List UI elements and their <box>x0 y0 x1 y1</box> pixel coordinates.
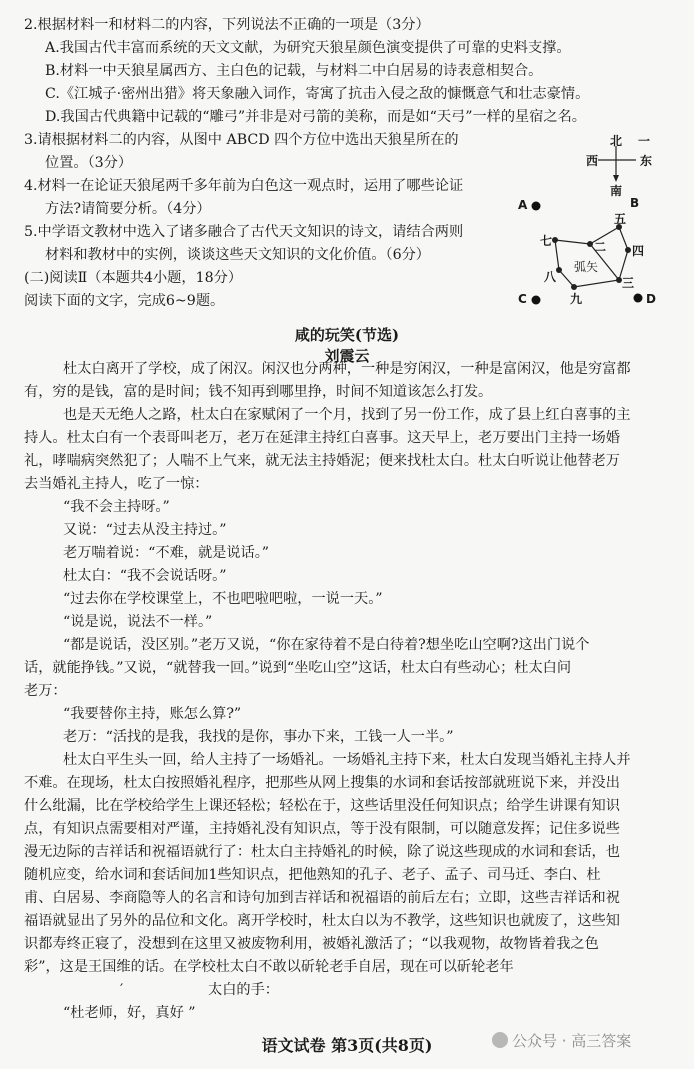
star-1-label: 一 <box>638 134 651 148</box>
point-c-label: C <box>518 292 527 306</box>
page-footer: 语文试卷 第3页(共8页) <box>261 1036 433 1055</box>
text-line: 又说：“过去从没主持过。” <box>63 522 227 538</box>
west-label: 西 <box>586 154 599 168</box>
text-line: 不难。在现场，杜太白按照婚礼程序，把那些从网上搜集的水词和套话按部就班说下来，并没出 <box>24 775 620 791</box>
text-line: 杜太白平生头一回，给人主持了一场婚礼。一场婚礼主持下来，杜太白发现当婚礼主持人并 <box>63 752 631 768</box>
text-line: 漫无边际的吉祥话和祝福语就行了：杜太白主持婚礼的时候，除了说这些现成的水词和套话，也 <box>24 844 620 860</box>
text-line: 5.中学语文教材中选入了诸多融合了古代天文知识的诗文，请结合两则 <box>24 224 464 240</box>
text-line: 什么纰漏，比在学校给学生上课还轻松；轻松在于，这些话里没任何知识点；给学生讲课有知识 <box>24 798 620 814</box>
star-2-label: 二 <box>594 240 607 254</box>
watermark-text: 公众号 · 高三答案 <box>512 1032 632 1050</box>
text-line: “都是说话，没区别。”老万又说，“你在家待着不是白待着?想坐吃山空啊?这出门说个 <box>63 637 590 653</box>
star-8-label: 八 <box>544 270 557 284</box>
text-line: “杜老师，好，真好 ” <box>63 1005 196 1021</box>
text-line: 老万： <box>24 683 67 699</box>
east-label: 东 <box>640 154 653 168</box>
text-line: (二)阅读Ⅱ（本题共4小题，18分） <box>24 270 243 286</box>
star-3-label: 三 <box>622 276 635 290</box>
text-line: 杜太白离开了学校，成了闲汉。闲汉也分两种，一种是穷闲汉，一种是富闲汉，他是穷富都 <box>63 361 631 377</box>
text-line: 老万喘着说：“不难，就是说话。” <box>63 545 270 561</box>
text-line: 3.请根据材料二的内容，从图中 ABCD 四个方位中选出天狼星所在的 <box>24 132 459 148</box>
text-line: 也是天无绝人之路，杜太白在家赋闲了一个月，找到了另一份工作，成了县上红白喜事的主 <box>63 407 631 423</box>
text-line: 位置。（3分） <box>45 155 133 171</box>
star-9-label: 九 <box>570 292 583 306</box>
text-line: 去当婚礼主持人，吃了一惊： <box>24 476 209 492</box>
text-line: “说是说，说法不一样。” <box>63 614 213 630</box>
point-b-label: B <box>630 196 640 210</box>
text-line: 福语就显出了另外的品位和文化。离开学校时，杜太白以为不教学，这些知识也就废了，这些知 <box>24 913 620 929</box>
text-line: “我要替你主持，账怎么算?” <box>63 706 242 722</box>
star-7-label: 七 <box>540 234 553 248</box>
north-label: 北 <box>610 134 623 148</box>
text-line: 点，有知识点需要相对严谨，主持婚礼没有知识点，等于没有限制，可以随意发挥；记住多说些 <box>24 821 620 837</box>
wechat-icon <box>492 1032 508 1048</box>
text-line: ′ <box>120 982 124 998</box>
diagram-svg <box>518 132 688 312</box>
watermark <box>492 1030 631 1051</box>
text-line: 杜太白：“我不会说话呀。” <box>63 568 227 584</box>
passage-title: 咸的玩笑(节选) <box>294 326 400 344</box>
text-line: 礼，哮喘病突然犯了；人喘不上气来，就无法主持婚泥；便来找杜太白。杜太白听说让他替老万 <box>24 453 620 469</box>
text-line: 有，穷的是钱，富的是时间；钱不知再到哪里挣，时间不知道该怎么打发。 <box>24 384 493 400</box>
text-line: “过去你在学校课堂上，不也吧啦吧啦，一说一天。” <box>63 591 383 607</box>
star-4-label: 四 <box>632 244 645 258</box>
text-line: 方法?请简要分析。（4分） <box>45 201 211 217</box>
text-line: 话，就能挣钱。”又说，“就替我一回。”说到“坐吃山空”这话，杜太白有些动心；杜太白问 <box>24 660 572 676</box>
text-line: 4.材料一在论证天狼尾两千多年前为白色这一观点时，运用了哪些论证 <box>24 178 464 194</box>
text-line: A.我国古代丰富而系统的天文文献，为研究天狼星颜色演变提供了可靠的史料支撑。 <box>45 40 571 56</box>
text-line: 老万：“活找的是我，我找的是你，事办下来，工钱一人一半。” <box>63 729 454 745</box>
text-line: 阅读下面的文字，完成6~9题。 <box>24 293 225 309</box>
text-line: 持人。杜太白有一个表哥叫老万，老万在延津主持红白喜事。这天早上，老万要出门主持一场婚 <box>24 430 620 446</box>
point-a-label: A <box>518 198 528 212</box>
south-label: 南 <box>610 184 623 198</box>
point-d-label: D <box>646 292 656 306</box>
text-line: C.《江城子·密州出猎》将天象融入词作，寄寓了抗击入侵之敌的慷慨意气和壮志豪情。 <box>45 86 590 102</box>
text-line: D.我国古代典籍中记载的“雕弓”并非是对弓箭的美称，而是如“天弓”一样的星宿之名。 <box>45 109 586 125</box>
text-line: “我不会主持呀。” <box>63 499 170 515</box>
text-line: 2.根据材料一和材料二的内容，下列说法不正确的一项是（3分） <box>24 17 430 33</box>
text-line: 太白的手： <box>208 982 279 998</box>
bow-arrow-label: 弧矢 <box>574 260 599 274</box>
text-line: B.材料一中天狼星属西方、主白色的记载，与材料二中白居易的诗表意相契合。 <box>45 63 543 79</box>
passage-author: 刘震云 <box>324 347 370 365</box>
text-line: 识都寿终正寝了，没想到在这里又被废物利用，被婚礼激活了；“以我观物，故物皆着我之色 <box>24 936 599 952</box>
star-5-label: 五 <box>614 212 627 226</box>
text-line: 甫、白居易、李商隐等人的名言和诗句加到吉祥话和祝福语的前后左右；立即，这些吉祥话和祝 <box>24 890 620 906</box>
star-position-diagram <box>518 132 688 312</box>
text-line: 随机应变，给水词和套话间加1些知识点，把他熟知的孔子、老子、孟子、司马迁、李白、杜 <box>24 867 601 883</box>
text-line: 材料和教材中的实例，谈谈这些天文知识的文化价值。（6分） <box>45 247 430 263</box>
text-line: 彩”，这是王国维的话。在学校杜太白不敢以斫轮老手自居，现在可以斫轮老年 <box>24 959 514 975</box>
